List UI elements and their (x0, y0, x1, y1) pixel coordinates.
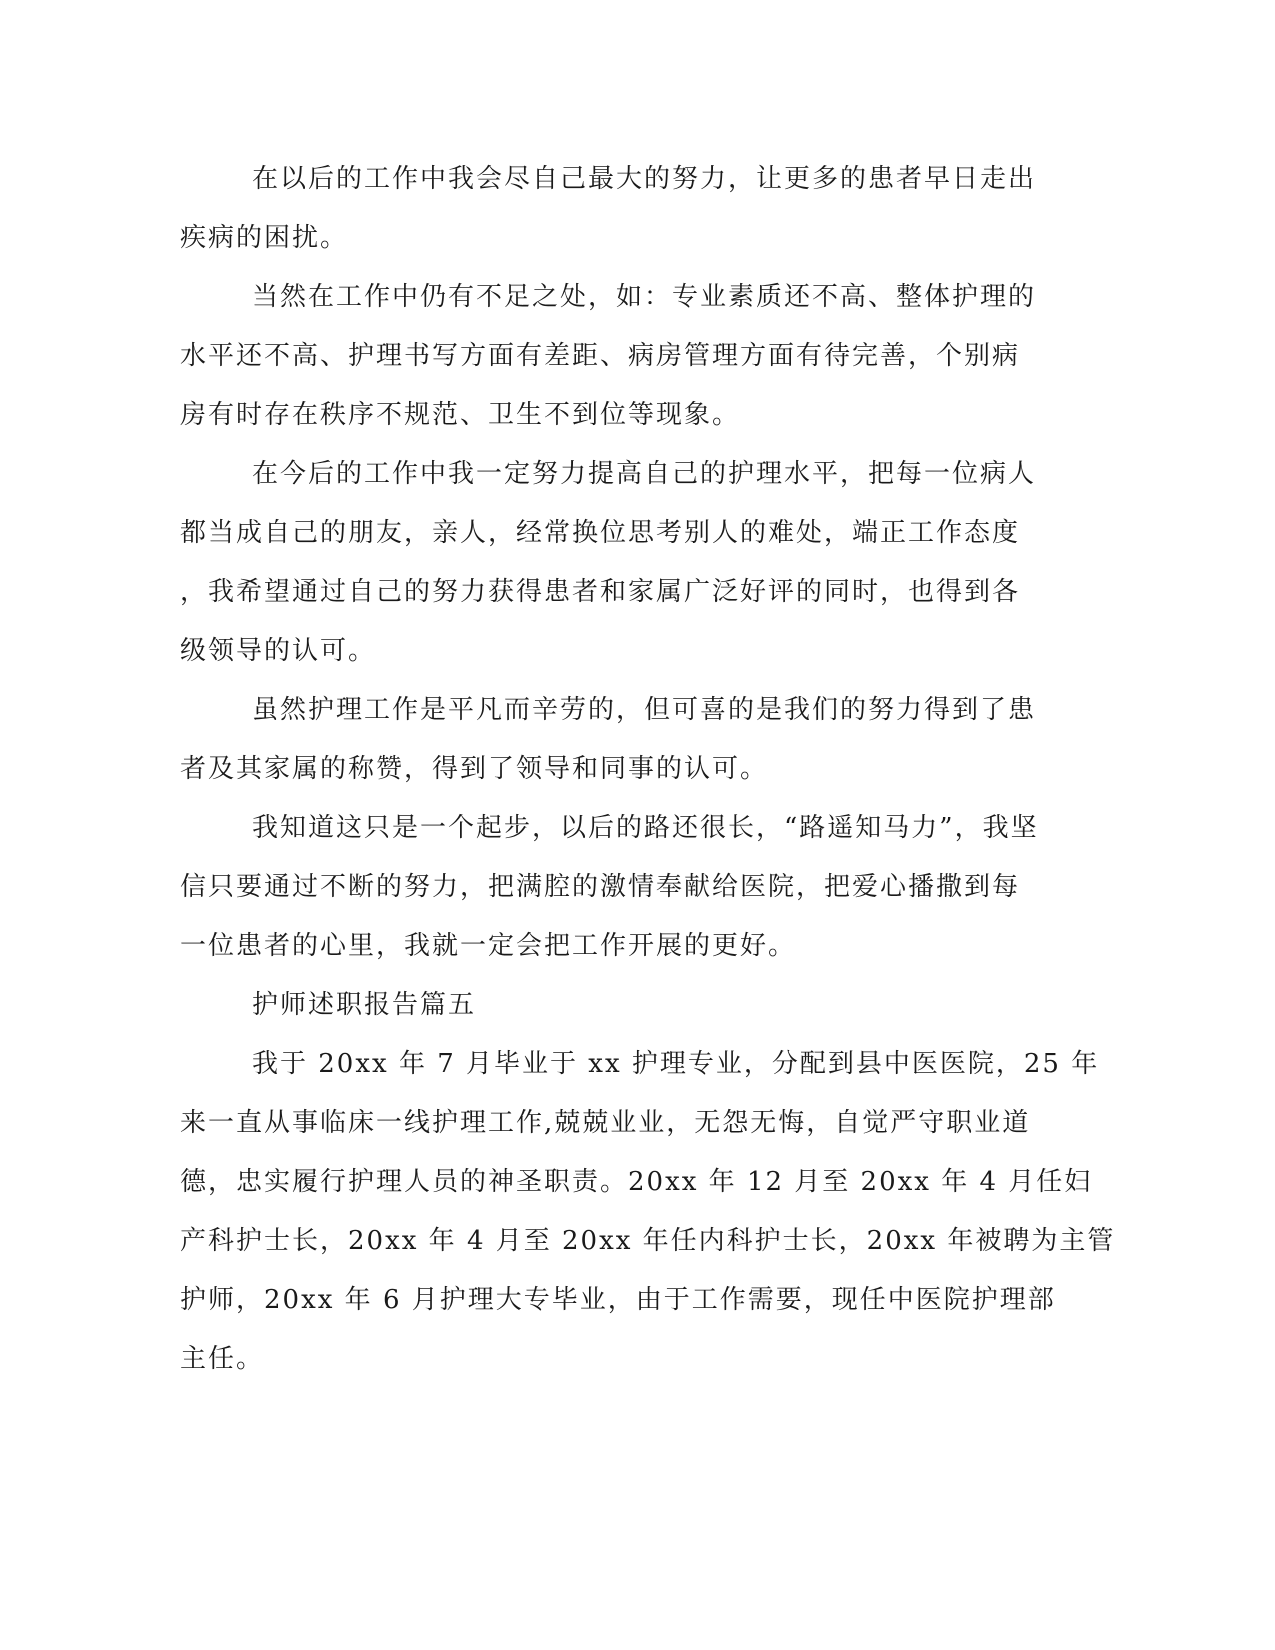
text-line: 产科护士长，20xx 年 4 月至 20xx 年任内科护士长，20xx 年被聘为主管 (180, 1226, 1116, 1256)
text-line: 在以后的工作中我会尽自己最大的努力，让更多的患者早日走出 (252, 164, 1037, 194)
paragraph-4 (180, 681, 1035, 799)
heading-text: 护师述职报告篇五 (252, 990, 477, 1020)
paragraph-5 (180, 799, 1039, 976)
text-line: 一位患者的心里，我就一定会把工作开展的更好。 (180, 931, 797, 961)
text-line: 者及其家属的称赞，得到了领导和同事的认可。 (180, 754, 769, 784)
text-line: 都当成自己的朋友，亲人，经常换位思考别人的难处，端正工作态度 (180, 518, 1021, 548)
text-line: ，我希望通过自己的努力获得患者和家属广泛好评的同时，也得到各 (180, 577, 1021, 607)
document-page (180, 150, 1116, 1389)
text-line: 房有时存在秩序不规范、卫生不到位等现象。 (180, 400, 741, 430)
text-line: 德，忠实履行护理人员的神圣职责。20xx 年 12 月至 20xx 年 4 月任妇 (180, 1167, 1093, 1197)
section-heading (180, 976, 1035, 1035)
text-line: 级领导的认可。 (180, 636, 377, 666)
text-line: 信只要通过不断的努力，把满腔的激情奉献给医院，把爱心播撒到每 (180, 872, 1021, 902)
paragraph-3 (180, 445, 1035, 681)
text-line: 主任。 (180, 1344, 265, 1374)
text-line: 我于 20xx 年 7 月毕业于 xx 护理专业，分配到县中医医院，25 年 (252, 1049, 1100, 1079)
text-line: 护师，20xx 年 6 月护理大专毕业，由于工作需要，现任中医院护理部 (180, 1285, 1056, 1315)
text-line: 来一直从事临床一线护理工作,兢兢业业，无怨无悔，自觉严守职业道 (180, 1108, 1031, 1138)
text-line: 我知道这只是一个起步，以后的路还很长，“路遥知马力”，我坚 (252, 813, 1039, 843)
text-line: 在今后的工作中我一定努力提高自己的护理水平，把每一位病人 (252, 459, 1037, 489)
paragraph-7 (180, 1035, 1116, 1389)
paragraph-1 (180, 150, 1035, 268)
text-line: 疾病的困扰。 (180, 223, 349, 253)
text-line: 水平还不高、护理书写方面有差距、病房管理方面有待完善，个别病 (180, 341, 1021, 371)
text-line: 当然在工作中仍有不足之处，如：专业素质还不高、整体护理的 (252, 282, 1037, 312)
text-line: 虽然护理工作是平凡而辛劳的，但可喜的是我们的努力得到了患 (252, 695, 1037, 725)
paragraph-2 (180, 268, 1035, 445)
